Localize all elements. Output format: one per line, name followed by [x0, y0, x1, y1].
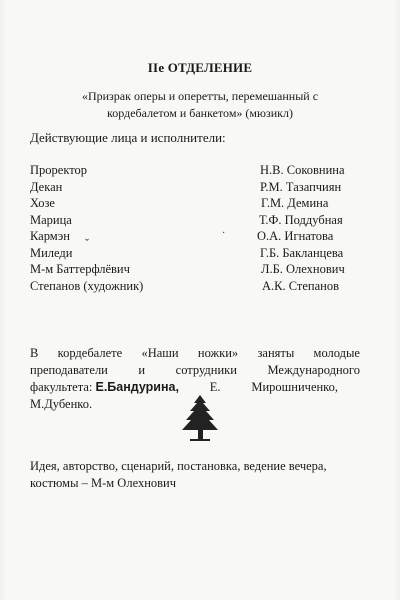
word: ножки» — [197, 346, 239, 360]
credits-line-1: Идея, авторство, сценарий, постановка, ведение вечера, — [30, 459, 327, 473]
word: сотрудники — [175, 363, 237, 377]
word: Мирошниченко, — [251, 380, 338, 394]
cast-role: Хозе — [30, 196, 55, 210]
cast-row — [30, 278, 370, 295]
cast-role: Марица — [30, 212, 72, 227]
cast-heading: Действующие лица и исполнители: — [30, 130, 226, 145]
cast-role: Проректор — [30, 163, 88, 177]
cast-row — [30, 261, 370, 278]
cast-actor: А.К. Степанов — [262, 278, 340, 293]
cast-row — [30, 228, 370, 245]
credits-line-2: костюмы – М-м Олехнович — [30, 476, 177, 490]
cast-role: М-м Баттерфлёвич — [30, 262, 130, 276]
cast-actor: Г.М. Демина — [261, 196, 329, 210]
stray-mark: · — [222, 228, 226, 239]
cast-actor: Г.Б. Бакланцева — [260, 245, 344, 260]
word: «Наши — [141, 346, 179, 360]
fir-tree-icon — [175, 395, 225, 443]
word: Е. — [209, 380, 221, 394]
word: В — [30, 346, 39, 360]
word: Международного — [267, 363, 360, 377]
word: М.Дубенко. — [30, 397, 93, 411]
cast-actor: Л.Б. Олехнович — [261, 262, 345, 276]
cast-actor: Н.В. Соковнина — [260, 163, 345, 177]
dancer-name-bold: Е.Бандурина, — [95, 380, 179, 394]
cast-row — [30, 162, 370, 179]
cast-role: Кармэн — [30, 229, 70, 243]
cast-row — [30, 212, 370, 229]
cast-role: Декан — [30, 179, 63, 194]
cast-list — [30, 162, 370, 294]
section-title: IIe ОТДЕЛЕНИЕ — [147, 60, 253, 75]
cast-row — [30, 179, 370, 196]
subtitle-line-1: «Призрак оперы и оперетты, перемешанный с — [81, 89, 319, 103]
cast-role: Миледи — [30, 245, 73, 260]
faculty-label — [30, 379, 179, 396]
word: молодые — [313, 346, 360, 360]
paragraph-line — [30, 362, 360, 379]
cast-row — [30, 245, 370, 262]
word: кордебалете — [57, 346, 123, 360]
word: и — [138, 363, 146, 377]
word: факультета: — [30, 380, 93, 394]
subtitle-line-2: кордебалетом и банкетом» (мюзикл) — [107, 106, 293, 120]
cast-row — [30, 195, 370, 212]
cast-actor: Т.Ф. Поддубная — [259, 212, 343, 227]
show-subtitle — [40, 88, 360, 122]
paragraph-line — [30, 345, 360, 362]
cast-role: Степанов (художник) — [30, 278, 144, 293]
paragraph-line — [30, 379, 360, 396]
stray-mark: ˇ — [85, 236, 89, 250]
cast-actor: Р.М. Тазапчиян — [260, 179, 342, 194]
word: заняты — [257, 346, 295, 360]
word: преподаватели — [30, 363, 108, 377]
credits-paragraph — [30, 458, 370, 492]
cast-actor: О.А. Игнатова — [257, 229, 334, 243]
